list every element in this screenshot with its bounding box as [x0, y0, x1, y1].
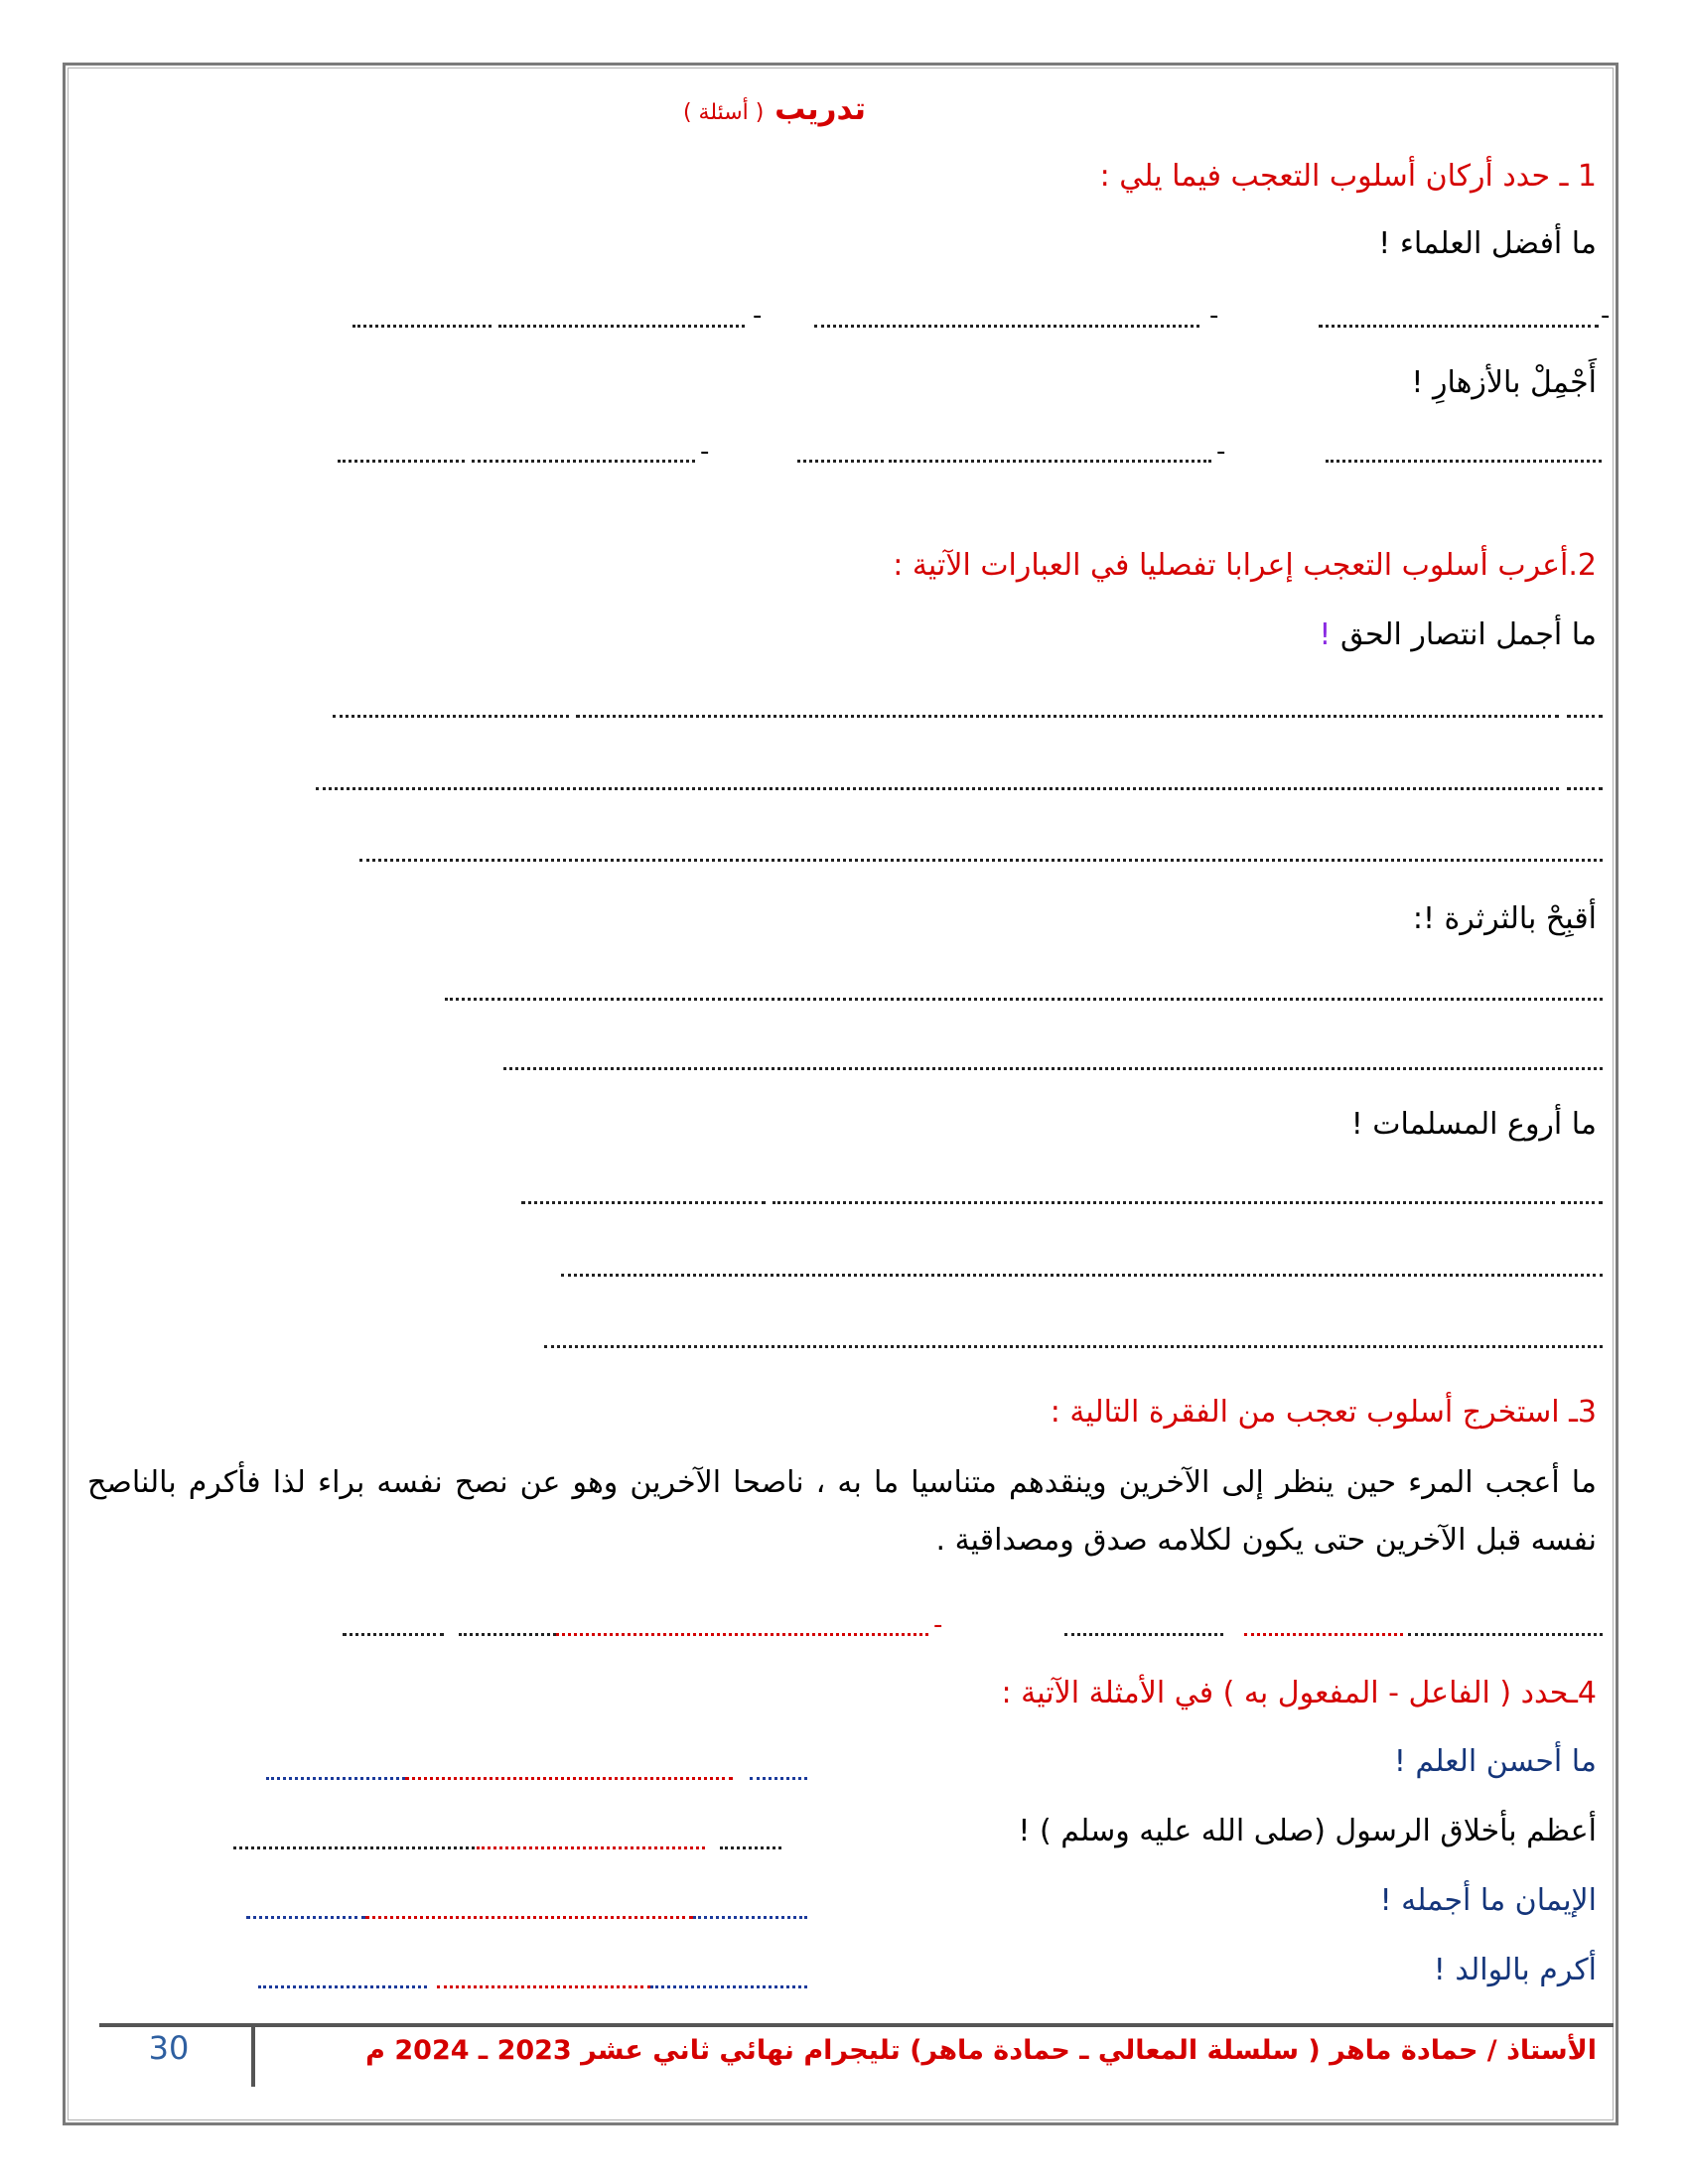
footer-separator: [251, 2025, 255, 2087]
footer-credit: الأستاذ / حمادة ماهر ( سلسلة المعالي ـ حمادة ماهر) تليجرام نهائي ثاني عشر 2023 ـ 2024 م: [365, 2035, 1597, 2066]
q3-paragraph: ما أعجب المرء حين ينظر إلى الآخرين وينقدهم متناسيا ما به ، ناصحا الآخرين وهو عن نصح نفسه براء لذا فأكرم بالناصح نفسه قبل الآخرين حتى يكون لكلامه صدق ومصداقية .: [87, 1465, 1597, 1558]
q4-answer-line[interactable]: [233, 1846, 475, 1849]
q2-item-1: [1319, 617, 1597, 652]
q2-item-3: ما أروع المسلمات !: [1350, 1107, 1597, 1142]
q4-example-4: أكرم بالوالد !: [1433, 1953, 1597, 1987]
q4-answer-line[interactable]: [720, 1846, 781, 1849]
worksheet-title: [596, 91, 953, 127]
q1-dash: -: [1209, 301, 1219, 331]
q3-answer-line[interactable]: [459, 1633, 556, 1636]
q2-answer-line[interactable]: [1567, 715, 1603, 718]
q1-answer-line[interactable]: [338, 460, 465, 463]
q4-answer-line[interactable]: [750, 1777, 807, 1780]
q2-answer-line[interactable]: [359, 859, 1603, 862]
q4-answer-line[interactable]: [246, 1916, 365, 1919]
q1-heading: 1 ـ حدد أركان أسلوب التعجب فيما يلي :: [1099, 159, 1597, 194]
q2-item-1-mark: !: [1319, 617, 1332, 652]
q2-answer-line[interactable]: [503, 1067, 1603, 1070]
q3-dash: -: [933, 1610, 943, 1640]
q3-answer-line[interactable]: [556, 1633, 928, 1636]
q1-answer-line[interactable]: [1319, 325, 1599, 328]
q3-answer-line[interactable]: [1408, 1633, 1603, 1636]
q2-answer-line[interactable]: [544, 1345, 1603, 1348]
q4-answer-line[interactable]: [650, 1985, 807, 1988]
q2-answer-line[interactable]: [576, 715, 1559, 718]
title-main: تدريب: [774, 91, 867, 127]
q4-answer-line[interactable]: [437, 1985, 650, 1988]
q1-dash: -: [753, 301, 763, 331]
q1-answer-line[interactable]: [797, 460, 884, 463]
q4-answer-line[interactable]: [266, 1777, 405, 1780]
q4-example-2: أعظم بأخلاق الرسول (صلى الله عليه وسلم ) !: [1018, 1814, 1597, 1848]
q1-answer-line[interactable]: [472, 460, 695, 463]
q2-answer-line[interactable]: [1567, 787, 1603, 790]
footer-divider: [99, 2023, 1614, 2027]
q1-dash: -: [700, 437, 710, 467]
title-paren: ( أسئلة ): [682, 100, 765, 125]
q1-answer-line[interactable]: [814, 325, 1199, 328]
q4-example-1: ما أحسن العلم !: [1393, 1744, 1597, 1779]
q2-answer-line[interactable]: [561, 1274, 1603, 1277]
q2-item-2: أقبِحْ بالثرثرة !:: [1412, 901, 1597, 936]
q1-dash: -: [1601, 301, 1611, 331]
q4-answer-line[interactable]: [365, 1916, 693, 1919]
q2-answer-line[interactable]: [521, 1201, 766, 1204]
q3-answer-line[interactable]: [343, 1633, 444, 1636]
q1-answer-line[interactable]: [498, 325, 745, 328]
q4-answer-line[interactable]: [693, 1916, 807, 1919]
q2-answer-line[interactable]: [445, 998, 1603, 1001]
q1-example-2: أَجْمِلْ بالأزهارِ !: [1411, 365, 1597, 400]
q2-answer-line[interactable]: [316, 787, 1559, 790]
q3-heading: 3ـ استخرج أسلوب تعجب من الفقرة التالية :: [1050, 1395, 1597, 1430]
q3-answer-line[interactable]: [1244, 1633, 1403, 1636]
q2-answer-line[interactable]: [773, 1201, 1555, 1204]
q4-answer-line[interactable]: [258, 1985, 427, 1988]
page-number: 30: [148, 2029, 190, 2067]
q1-answer-line[interactable]: [352, 325, 492, 328]
q4-example-3: الإيمان ما أجمله !: [1379, 1883, 1597, 1918]
q2-heading: 2.أعرب أسلوب التعجب إعرابا تفصليا في العبارات الآتية :: [893, 548, 1597, 583]
q1-dash: -: [1216, 437, 1226, 467]
q1-example-1: ما أفضل العلماء !: [1378, 226, 1597, 261]
page-border-inner: [68, 68, 1614, 2120]
q1-answer-line[interactable]: [889, 460, 1211, 463]
q2-answer-line[interactable]: [333, 715, 569, 718]
q2-answer-line[interactable]: [1561, 1201, 1603, 1204]
q2-item-1-text: ما أجمل انتصار الحق: [1339, 617, 1597, 652]
q4-answer-line[interactable]: [477, 1846, 705, 1849]
q4-heading: 4ـحدد ( الفاعل - المفعول به ) في الأمثلة الآتية :: [1001, 1676, 1597, 1710]
q3-answer-line[interactable]: [1064, 1633, 1223, 1636]
q4-answer-line[interactable]: [405, 1777, 733, 1780]
q1-answer-line[interactable]: [1326, 460, 1602, 463]
